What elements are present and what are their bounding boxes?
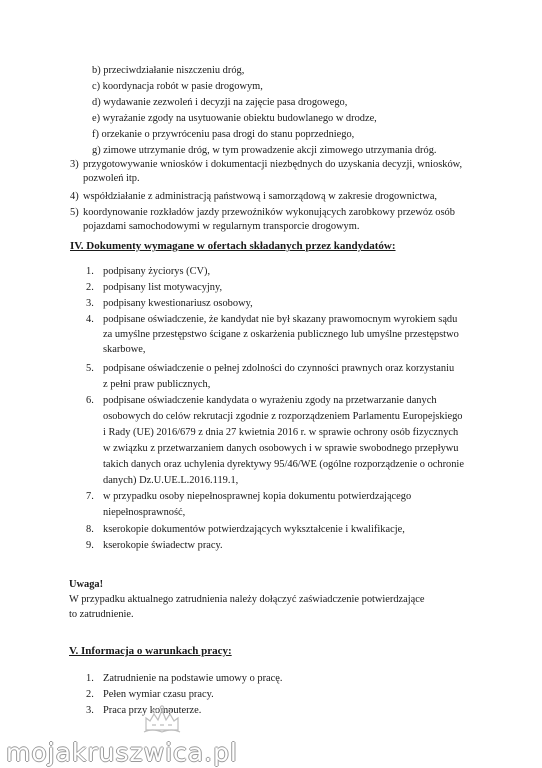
duty-item-b: b) przeciwdziałanie niszczeniu dróg,: [92, 65, 245, 76]
doc-number-4: 4.: [86, 314, 94, 325]
doc-item-5-line1: podpisane oświadczenie o pełnej zdolności do czynności prawnych oraz korzystaniu: [103, 363, 455, 374]
doc-item-6-line6: danych) Dz.U.UE.L.2016.119.1,: [103, 475, 239, 486]
doc-number-9: 9.: [86, 540, 94, 551]
doc-item-2: podpisany list motywacyjny,: [103, 282, 223, 293]
duty-number-5: 5): [70, 207, 79, 218]
doc-item-5-line2: z pełni praw publicznych,: [103, 379, 211, 390]
duty-item-d: d) wydawanie zezwoleń i decyzji na zajęcie pasa drogowego,: [92, 97, 348, 108]
duty-item-f: f) orzekanie o przywróceniu pasa drogi do stanu poprzedniego,: [92, 129, 355, 140]
section-v-heading: V. Informacja o warunkach pracy:: [69, 645, 232, 657]
doc-item-6-line4: w związku z przetwarzaniem danych osobowych i w sprawie swobodnego przepływu: [103, 443, 459, 454]
doc-number-6: 6.: [86, 395, 94, 406]
duty-item-5-line1: koordynowanie rozkładów jazdy przewoźników wykonujących zarobkowy przewóz osób: [83, 207, 455, 218]
duty-item-3-line1: przygotowywanie wniosków i dokumentacji niezbędnych do uzyskania decyzji, wniosków,: [83, 159, 463, 170]
doc-item-6-line1: podpisane oświadczenie kandydata o wyrażeniu zgody na przetwarzanie danych: [103, 395, 437, 406]
doc-item-8: kserokopie dokumentów potwierdzających wykształcenie i kwalifikacje,: [103, 524, 405, 535]
note-title: Uwaga!: [69, 579, 104, 590]
doc-number-5: 5.: [86, 363, 94, 374]
duty-number-4: 4): [70, 191, 79, 202]
duty-item-5-line2: pojazdami samochodowymi w regularnym transporcie drogowym.: [83, 221, 360, 232]
doc-number-2: 2.: [86, 282, 94, 293]
condition-number-1: 1.: [86, 673, 94, 684]
doc-item-4-line3: skarbowe,: [103, 344, 146, 355]
condition-number-3: 3.: [86, 705, 94, 716]
castle-crown-logo-icon: [140, 704, 184, 734]
doc-item-4-line1: podpisane oświadczenie, że kandydat nie był skazany prawomocnym wyrokiem sądu: [103, 314, 458, 325]
condition-item-3: Praca przy komputerze.: [103, 705, 202, 716]
duty-item-4-line1: współdziałanie z administracją państwową i samorządową w zakresie drogownictwa,: [83, 191, 438, 202]
duty-item-c: c) koordynacja robót w pasie drogowym,: [92, 81, 263, 92]
note-line1: W przypadku aktualnego zatrudnienia należy dołączyć zaświadczenie potwierdzające: [69, 594, 425, 605]
duty-item-3-line2: pozwoleń itp.: [83, 173, 140, 184]
duty-item-e: e) wyrażanie zgody na usytuowanie obiektu budowlanego w drodze,: [92, 113, 377, 124]
duty-item-g: g) zimowe utrzymanie dróg, w tym prowadzenie akcji zimowego utrzymania dróg.: [92, 145, 437, 156]
doc-number-1: 1.: [86, 266, 94, 277]
doc-number-7: 7.: [86, 491, 94, 502]
doc-item-3: podpisany kwestionariusz osobowy,: [103, 298, 253, 309]
note-line2: to zatrudnienie.: [69, 609, 134, 620]
condition-item-1: Zatrudnienie na podstawie umowy o pracę.: [103, 673, 283, 684]
doc-item-6-line5: takich danych oraz uchylenia dyrektywy 95/46/WE (ogólne rozporządzenie o ochronie: [103, 459, 464, 470]
duty-number-3: 3): [70, 159, 79, 170]
doc-item-1: podpisany życiorys (CV),: [103, 266, 211, 277]
section-iv-heading: IV. Dokumenty wymagane w ofertach składanych przez kandydatów:: [70, 240, 396, 252]
doc-item-7-line2: niepełnosprawność,: [103, 507, 186, 518]
doc-number-3: 3.: [86, 298, 94, 309]
doc-number-8: 8.: [86, 524, 94, 535]
site-watermark: mojakruszwica.pl: [6, 738, 238, 767]
condition-number-2: 2.: [86, 689, 94, 700]
doc-item-4-line2: za umyślne przestępstwo ścigane z oskarżenia publicznego lub umyślne przestępstwo: [103, 329, 459, 340]
doc-item-9: kserokopie świadectw pracy.: [103, 540, 223, 551]
condition-item-2: Pełen wymiar czasu pracy.: [103, 689, 214, 700]
doc-item-6-line3: i Rady (UE) 2016/679 z dnia 27 kwietnia 2016 r. w sprawie ochrony osób fizycznych: [103, 427, 459, 438]
doc-item-6-line2: osobowych do celów rekrutacji zgodnie z rozporządzeniem Parlamentu Europejskiego: [103, 411, 463, 422]
doc-item-7-line1: w przypadku osoby niepełnosprawnej kopia dokumentu potwierdzającego: [103, 491, 412, 502]
